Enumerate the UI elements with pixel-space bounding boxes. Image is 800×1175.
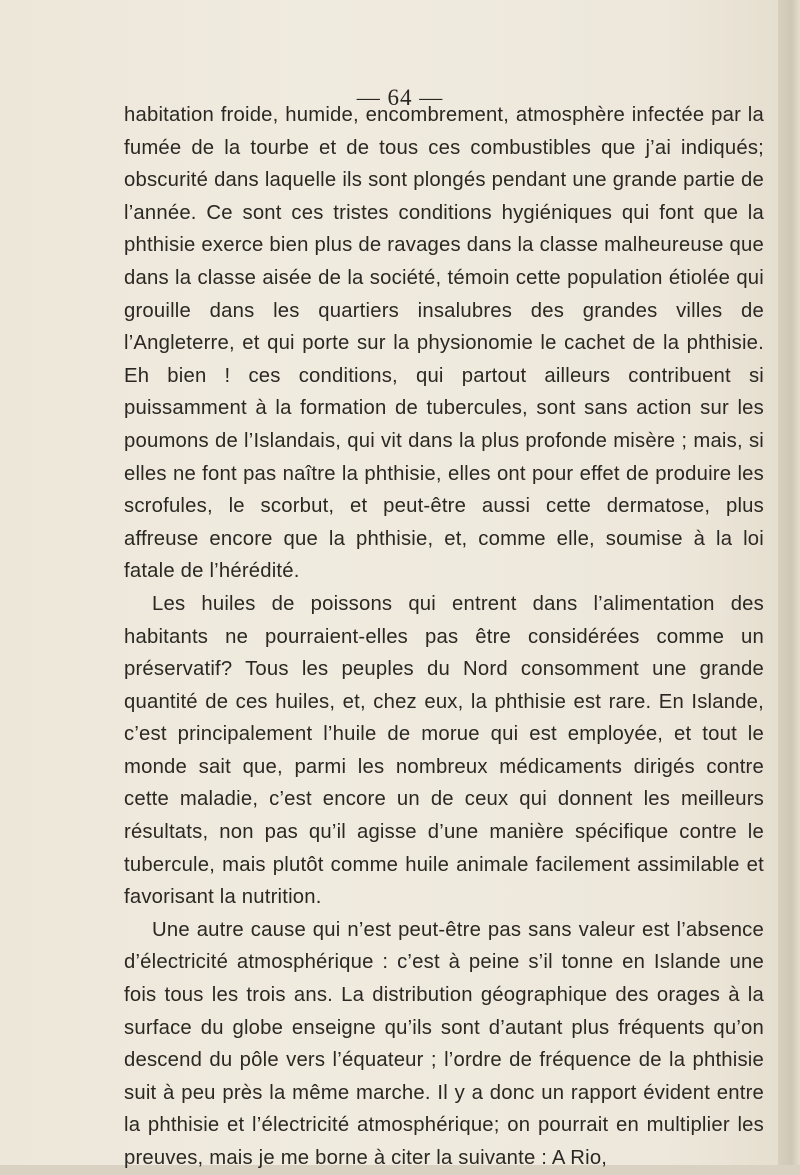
page-number: — 64 — <box>356 85 444 110</box>
paragraph-1: habitation froide, humide, encombrement, atmosphère infectée par la fumée de la tourbe et de tous ces combustibles que j’ai indiqués; obscurité dans laquelle ils sont plongés pendant une grande partie de l’année. Ce sont ces tristes conditions hygiéniques qui font que la phthisie exerce bien plus de ravages dans la classe malheureuse que dans la classe aisée de la société, témoin cette population étiolée qui grouille dans les quartiers insalubres des grandes villes de l’Angleterre, et qui porte sur la physionomie le cachet de la phthisie. Eh bien ! ces conditions, qui partout ailleurs contribuent si puissamment à la formation de tubercules, sont sans action sur les poumons de l’Islandais, qui vit dans la plus profonde misère ; mais, si elles ne font pas naître la phthisie, elles ont pour effet de produire les scrofules, le scorbut, et peut-être aussi cette dermatose, plus affreuse encore que la phthisie, et, comme elle, soumise à la loi fatale de l’hérédité. <box>124 104 764 583</box>
paragraph-3: Une autre cause qui n’est peut-être pas sans valeur est l’absence d’électricité atmosphérique : c’est à peine s’il tonne en Islande une fois tous les trois ans. La distribution géographique des orages à la surface du globe enseigne qu’ils sont d’autant plus fréquents qu’on descend du pôle vers l’équateur ; l’ordre de fréquence de la phthisie suit à peu près la même marche. Il y a donc un rapport évident entre la phthisie et l’électricité atmosphérique; on pourrait en multiplier les preuves, mais je me borne à citer la suivante : A Rio, <box>124 918 764 1169</box>
body-text <box>124 99 764 1175</box>
page-edge <box>778 0 800 1165</box>
paragraph-2: Les huiles de poissons qui entrent dans l’alimentation des habitants ne pourraient-elles pas être considérées comme un préservatif? Tous les peuples du Nord consomment une grande quantité de ces huiles, et, chez eux, la phthisie est rare. En Islande, c’est principalement l’huile de morue qui est employée, et tout le monde sait que, parmi les nombreux médicaments dirigés contre cette maladie, c’est encore un de ceux qui donnent les meilleurs résultats, non pas qu’il agisse d’une manière spécifique contre le tubercule, mais plutôt comme huile animale facilement assimilable et favorisant la nutrition. <box>124 592 764 909</box>
